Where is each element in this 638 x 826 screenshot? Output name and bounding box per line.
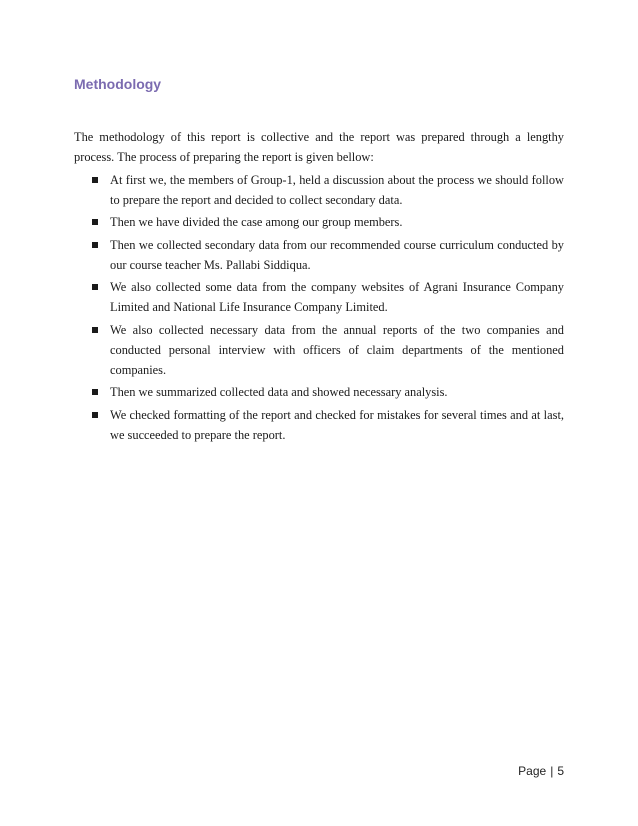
list-item-text: We checked formatting of the report and checked for mistakes for several times and at last, we succeeded to prepare the report. xyxy=(110,407,564,442)
square-bullet-icon xyxy=(92,219,98,225)
list-item xyxy=(74,170,564,210)
methodology-list xyxy=(74,170,564,445)
page-footer xyxy=(518,764,564,778)
list-item xyxy=(74,405,564,445)
page-number: 5 xyxy=(557,764,564,778)
square-bullet-icon xyxy=(92,177,98,183)
list-item xyxy=(74,235,564,275)
list-item-text: At first we, the members of Group-1, held a discussion about the process we should follow to prepare the report and decided to collect secondary data. xyxy=(110,172,564,207)
list-item-text: Then we have divided the case among our group members. xyxy=(110,215,403,229)
list-item-text: We also collected some data from the company websites of Agrani Insurance Company Limited and National Life Insurance Company Limited. xyxy=(110,280,564,314)
list-item xyxy=(74,320,564,380)
square-bullet-icon xyxy=(92,327,98,333)
list-item-text: We also collected necessary data from the annual reports of the two companies and conducted personal interview with officers of claim departments of the mentioned companies. xyxy=(110,322,564,377)
page-separator: | xyxy=(550,764,554,778)
list-item-text: Then we summarized collected data and showed necessary analysis. xyxy=(110,385,448,399)
square-bullet-icon xyxy=(92,412,98,418)
square-bullet-icon xyxy=(92,389,98,395)
section-body xyxy=(74,127,564,445)
page-label: Page xyxy=(518,764,547,778)
square-bullet-icon xyxy=(92,242,98,248)
list-item-text: Then we collected secondary data from our recommended course curriculum conducted by our course teacher Ms. Pallabi Siddiqua. xyxy=(110,237,564,272)
square-bullet-icon xyxy=(92,284,98,290)
list-item xyxy=(74,382,564,402)
list-item xyxy=(74,212,564,232)
intro-paragraph: The methodology of this report is collective and the report was prepared through a lengthy process. The process of preparing the report is given bellow: xyxy=(74,130,564,164)
list-item xyxy=(74,277,564,317)
section-heading: Methodology xyxy=(74,76,162,92)
